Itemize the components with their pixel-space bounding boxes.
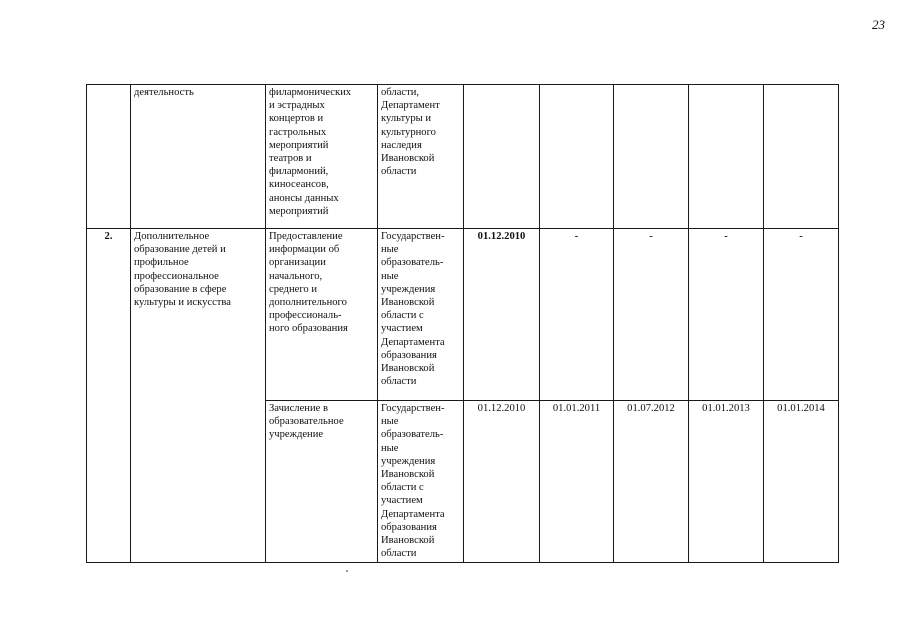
row-number-cell: 2. — [87, 229, 131, 563]
responsible-line: ные — [381, 416, 399, 428]
description-line: Предоставление — [269, 231, 343, 242]
responsible-line: участием — [381, 495, 423, 507]
activity-line: образование детей и — [134, 244, 226, 256]
description-line: анонсы данных — [269, 192, 339, 204]
description-cell — [266, 229, 378, 401]
services-table — [86, 84, 839, 563]
activity-cell — [131, 85, 266, 229]
description-line: ного образования — [269, 323, 348, 335]
responsible-line: участием — [381, 323, 423, 335]
responsible-line: образования — [381, 349, 437, 361]
description-line: филармонических — [269, 87, 352, 98]
description-line: начального, — [269, 270, 323, 282]
responsible-line: ные — [381, 442, 399, 454]
table-row — [87, 229, 839, 401]
description-line: гастрольных — [269, 126, 327, 138]
responsible-line: Ивановской — [381, 297, 435, 309]
responsible-line: Департамент — [381, 100, 440, 112]
responsible-line: наследия — [381, 139, 422, 151]
responsible-line: области — [381, 548, 417, 560]
responsible-line: области — [381, 376, 417, 388]
responsible-line: Департамента — [381, 336, 445, 348]
responsible-line: Ивановской — [381, 363, 435, 375]
activity-line: культуры и искусства — [134, 297, 231, 309]
description-line: филармоний, — [269, 166, 329, 178]
description-line: театров и — [269, 153, 312, 165]
responsible-cell — [378, 401, 464, 563]
responsible-line: учреждения — [381, 455, 436, 467]
responsible-line: Ивановской — [381, 153, 435, 165]
responsible-line: культурного — [381, 126, 436, 138]
description-line: мероприятий — [269, 205, 329, 217]
date-cell — [614, 85, 689, 229]
responsible-line: ные — [381, 244, 399, 256]
description-line: киносеансов, — [269, 179, 329, 191]
description-line: организации — [269, 257, 326, 269]
description-cell — [266, 85, 378, 229]
responsible-line: учреждения — [381, 283, 436, 295]
date-cell — [689, 85, 764, 229]
description-line: учреждение — [269, 429, 324, 441]
description-line: информации об — [269, 244, 340, 256]
date-cell: 01.07.2012 — [614, 401, 689, 563]
responsible-line: образования — [381, 521, 437, 533]
date-cell: - — [540, 229, 614, 401]
responsible-line: области с — [381, 482, 424, 494]
page-number: 23 — [872, 17, 885, 32]
responsible-line: Ивановской — [381, 469, 435, 481]
table-row — [87, 85, 839, 229]
description-line: мероприятий — [269, 139, 329, 151]
date-cell: 01.12.2010 — [464, 229, 540, 401]
responsible-cell — [378, 85, 464, 229]
activity-line: Дополнительное — [134, 231, 210, 242]
responsible-line: образователь- — [381, 257, 444, 269]
activity-cell — [131, 229, 266, 563]
description-line: образовательное — [269, 416, 344, 428]
date-cell: - — [764, 229, 839, 401]
date-cell: - — [689, 229, 764, 401]
description-line: Зачисление в — [269, 403, 328, 414]
description-line: и эстрадных — [269, 100, 325, 112]
responsible-line: области с — [381, 310, 424, 322]
responsible-line: Государствен- — [381, 231, 445, 242]
activity-line: профессиональное — [134, 270, 219, 282]
responsible-line: области — [381, 166, 417, 178]
responsible-line: образователь- — [381, 429, 444, 441]
description-line: профессиональ- — [269, 310, 342, 322]
date-cell: 01.01.2011 — [540, 401, 614, 563]
description-cell — [266, 401, 378, 563]
date-cell: 01.01.2014 — [764, 401, 839, 563]
responsible-line: области, — [381, 87, 420, 98]
date-cell — [764, 85, 839, 229]
responsible-line: ные — [381, 270, 399, 282]
activity-line: деятельность — [134, 87, 194, 98]
date-cell — [540, 85, 614, 229]
description-line: концертов и — [269, 113, 324, 125]
description-line: среднего и — [269, 283, 318, 295]
responsible-cell — [378, 229, 464, 401]
description-line: дополнительного — [269, 297, 347, 309]
scan-speck — [346, 570, 348, 572]
responsible-line: Департамента — [381, 508, 445, 520]
responsible-line: Государствен- — [381, 403, 445, 414]
activity-line: образование в сфере — [134, 283, 227, 295]
responsible-line: культуры и — [381, 113, 432, 125]
row-number-cell — [87, 85, 131, 229]
date-cell: 01.12.2010 — [464, 401, 540, 563]
date-cell — [464, 85, 540, 229]
date-cell: - — [614, 229, 689, 401]
date-cell: 01.01.2013 — [689, 401, 764, 563]
responsible-line: Ивановской — [381, 535, 435, 547]
activity-line: профильное — [134, 257, 189, 269]
